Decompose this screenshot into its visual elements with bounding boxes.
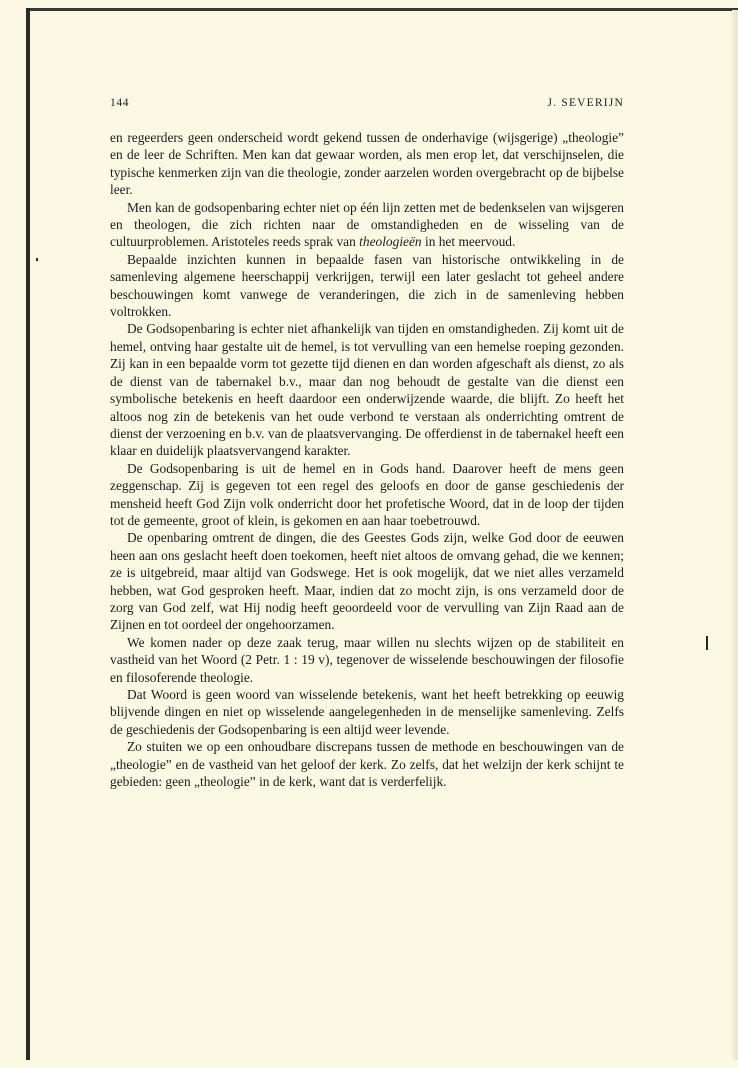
body-text: [110, 129, 624, 790]
running-head: [110, 96, 624, 110]
paragraph: [110, 251, 624, 321]
text-run: Zo stuiten we op een onhoudbare discrepans tussen de methode en beschouwingen van de „theologie” en de vastheid van het geloof der kerk. Zo zelfs, dat het welzijn der kerk schijnt te gebieden: geen „theologie” in de kerk, want dat is verderfelijk.: [110, 739, 624, 790]
paragraph: [110, 320, 624, 459]
text-run: De openbaring omtrent de dingen, die des Geestes Gods zijn, welke God door de eeuwen heen aan ons geslacht heeft doen toekomen, heeft niet altoos de omvang gehad, die we kennen; ze is uitgebreid, maar altijd van Godswege. Het is ook mogelijk, dat we niet alles verzameld hebben, wat God gesproken heeft. Maar, indien dat zo mocht zijn, is ons verzameld door de zorg van God zelf, wat Hij nodig heeft geoordeeld voor de vervulling van Zijn Raad aan de Zijnen en tot oordeel der ongehoorzamen.: [110, 530, 624, 633]
text-run: De Godsopenbaring is echter niet afhankelijk van tijden en omstandigheden. Zij komt uit de hemel, ontving haar gestalte uit de hemel, is tot vervulling van een hemelse roeping gezonden. Zij kan in een bepaalde vorm tot gezette tijd dienen en dan worden afgeschaft als dienst, zo als de dienst van de tabernakel b.v., maar dan nog behoudt de gestalte van die dienst een symbolische betekenis en heeft daardoor een onderwijzende waarde, die blijft. Zo heeft het altoos nog zin de betekenis van het oude verbond te verstaan als onderrichting omtrent de dienst der verzoening en b.v. van de plaatsvervanging. De offerdienst in de tabernakel heeft een klaar en duidelijk plaatsvervangend karakter.: [110, 321, 624, 459]
scan-speck: [706, 636, 708, 650]
text-run: Dat Woord is geen woord van wisselende betekenis, want het heeft betrekking op eeuwig blijvende dingen en niet op wisselende aangelegenheden in de menselijke samenleving. Zelfs de geschiedenis der Godsopenbaring is een altijd weer levende.: [110, 687, 624, 737]
paragraph: [110, 686, 624, 738]
paragraph: [110, 199, 624, 251]
running-head-author: J. SEVERIJN: [547, 97, 624, 109]
page-content: [110, 96, 624, 790]
text-run: in het meervoud.: [421, 234, 516, 250]
text-run: en regeerders geen onderscheid wordt gekend tussen de onderhavige (wijsgerige) „theologie” en de leer de Schriften. Men kan dat gewaar worden, als men erop let, dat verschijnselen, die typische kenmerken zijn van die theologie, zonder aarzelen worden overgebracht op de bijbelse leer.: [110, 130, 624, 198]
paragraph: [110, 460, 624, 530]
paragraph: [110, 634, 624, 686]
italic-term: theologieën: [359, 234, 422, 250]
paragraph: [110, 129, 624, 199]
scan-edge-right: [732, 10, 738, 1060]
page-number: 144: [110, 97, 130, 109]
text-run: Bepaalde inzichten kunnen in bepaalde fasen van historische ontwikkeling in de samenleving algemene heerschappij verkrijgen, terwijl een later geslacht tot geheel andere beschouwingen komt vanwege de veranderingen, die zich in de samenleving hebben voltrokken.: [110, 251, 624, 320]
paragraph: [110, 529, 624, 633]
text-run: De Godsopenbaring is uit de hemel en in Gods hand. Daarover heeft de mens geen zeggenschap. Zij is gegeven tot een regel des geloofs en door de ganse geschiedenis der mensheid heeft God Zijn volk onderricht door het profetische Woord, dat in de loop der tijden tot de gemeente, groot of klein, is gekomen en aan haar toebetrouwd.: [110, 460, 624, 528]
scan-speck: [36, 258, 38, 261]
paragraph: [110, 738, 624, 790]
text-run: Men kan de godsopenbaring echter niet op één lijn zetten met de bedenkselen van wijsgeren en theologen, die zich richten naar de omstandigheden en de wisseling van de cultuurproblemen. Aristoteles reeds sprak van: [110, 199, 624, 250]
scan-edge-top: [26, 8, 738, 11]
scan-edge-left: [26, 8, 30, 1060]
text-run: We komen nader op deze zaak terug, maar willen nu slechts wijzen op de stabiliteit en vastheid van het Woord (2 Petr. 1 : 19 v), tegenover de wisselende beschouwingen der filosofie en filosoferende theologie.: [110, 634, 624, 685]
